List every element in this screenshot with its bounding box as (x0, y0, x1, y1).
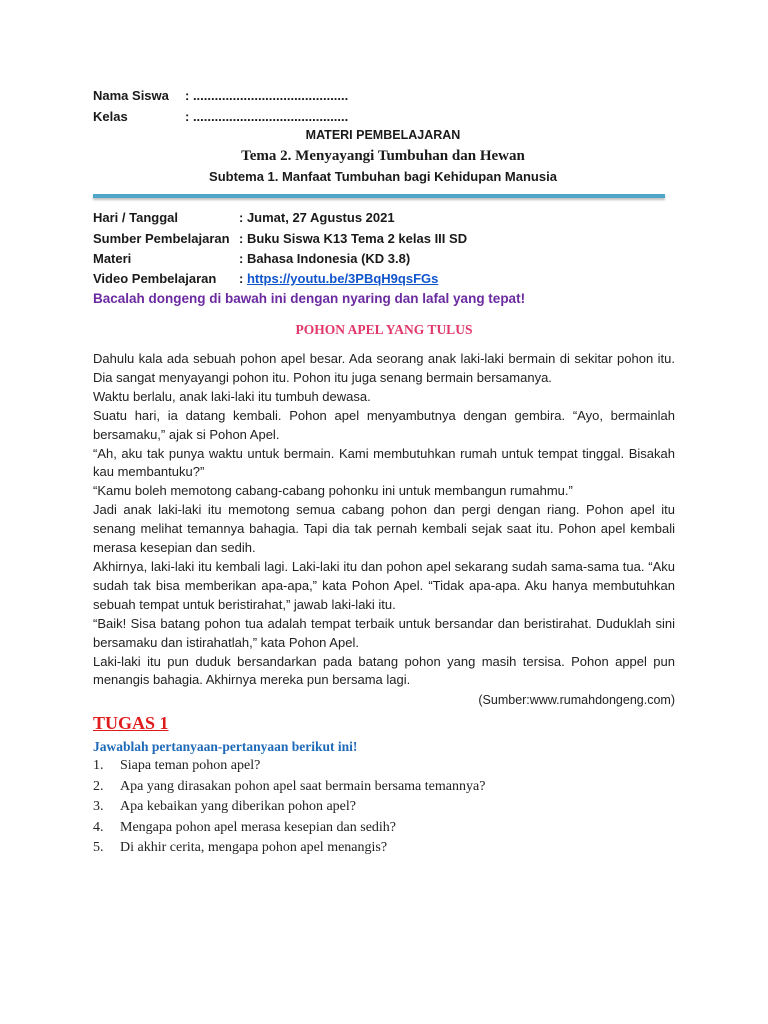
nama-siswa-row (93, 88, 348, 103)
tugas-instruction: Jawablah pertanyaan-pertanyaan berikut ini! (93, 739, 358, 754)
story-paragraph: “Ah, aku tak punya waktu untuk bermain. Kami membutuhkan rumah untuk tempat tinggal. Bisakah kau membantuku?” (93, 445, 675, 480)
question-number: 2. (93, 778, 104, 794)
info-video (93, 271, 438, 286)
info-label: Video Pembelajaran (93, 271, 217, 286)
question-item (93, 838, 485, 859)
tema-title: Tema 2. Menyayangi Tumbuhan dan Hewan (241, 148, 525, 164)
question-item (93, 818, 485, 839)
story-paragraph: Jadi anak laki-laki itu memotong semua cabang pohon dan pergi dengan riang. Pohon apel itu senang melihat temannya bahagia. Tapi dia tak pernah kembali sejak saat itu. Pohon apel kembali merasa kesepian dan sedih. (93, 502, 675, 556)
story-paragraph: “Kamu boleh memotong cabang-cabang pohonku ini untuk membangun rumahmu.” (93, 483, 573, 499)
header-divider (93, 194, 665, 198)
kelas-row (93, 109, 348, 124)
question-text: Siapa teman pohon apel? (120, 758, 261, 773)
tugas-title: TUGAS 1 (93, 713, 169, 733)
question-item (93, 797, 485, 818)
question-item (93, 756, 485, 777)
story-source: (Sumber:www.rumahdongeng.com) (478, 693, 675, 708)
info-label: Sumber Pembelajaran (93, 231, 230, 246)
story-paragraph: Akhirnya, laki-laki itu kembali lagi. Laki-laki itu dan pohon apel sekarang sudah sama-sama tua. “Aku sudah tak bisa memberikan apa-apa,” kata Pohon Apel. “Tidak apa-apa. Aku hanya membutuhkan sebuah tempat untuk beristirahat,” jawab laki-laki itu. (93, 558, 675, 612)
question-text: Di akhir cerita, mengapa pohon apel menangis? (120, 840, 388, 855)
subtema-title: Subtema 1. Manfaat Tumbuhan bagi Kehidupan Manusia (209, 169, 557, 184)
story-text (93, 350, 675, 710)
story-paragraph: Laki-laki itu pun duduk bersandarkan pada batang pohon yang masih tersisa. Pohon appel pun menangis bahagia. Akhirnya mereka pun bersama lagi. (93, 653, 675, 688)
info-hari-tanggal (93, 210, 395, 225)
story-paragraph: Suatu hari, ia datang kembali. Pohon apel menyambutnya dengan gembira. “Ayo, bermainlah bersamaku,” ajak si Pohon Apel. (93, 407, 675, 442)
info-label: Hari / Tanggal (93, 210, 178, 225)
question-text: Apa kebaikan yang diberikan pohon apel? (120, 799, 356, 814)
question-text: Apa yang dirasakan pohon apel saat bermain bersama temannya? (120, 778, 486, 794)
reading-instruction: Bacalah dongeng di bawah ini dengan nyaring dan lafal yang tepat! (93, 291, 526, 306)
info-value: : Jumat, 27 Agustus 2021 (239, 210, 395, 225)
question-number: 1. (93, 758, 104, 773)
kelas-label: Kelas (93, 109, 128, 124)
question-number: 5. (93, 840, 104, 855)
kelas-blank: : ........................................... (185, 109, 349, 124)
info-sumber (93, 231, 467, 246)
info-value: : Bahasa Indonesia (KD 3.8) (239, 251, 411, 266)
story-paragraph: “Baik! Sisa batang pohon tua adalah tempat terbaik untuk bersandar dan beristirahat. Duduklah sini bersamaku dan istirahatlah,” kata Pohon Apel. (93, 615, 675, 650)
info-value: : Buku Siswa K13 Tema 2 kelas III SD (239, 231, 468, 246)
story-paragraph: Dahulu kala ada sebuah pohon apel besar. Ada seorang anak laki-laki bermain di sekitar pohon itu. Dia sangat menyayangi pohon itu. Pohon itu juga senang bermain bersamanya. (93, 351, 675, 385)
info-label: Materi (93, 251, 132, 266)
question-item (93, 777, 485, 798)
info-separator: : (239, 271, 247, 286)
nama-siswa-blank: : ........................................... (185, 88, 349, 103)
question-number: 4. (93, 819, 104, 835)
story-paragraph: Waktu berlalu, anak laki-laki itu tumbuh dewasa. (93, 388, 371, 404)
question-number: 3. (93, 799, 104, 814)
materi-title: MATERI PEMBELAJARAN (305, 128, 461, 142)
info-materi (93, 251, 410, 266)
question-text: Mengapa pohon apel merasa kesepian dan sedih? (120, 819, 397, 835)
video-link[interactable]: https://youtu.be/3PBqH9qsFGs (246, 271, 439, 286)
story-title: POHON APEL YANG TULUS (295, 322, 473, 337)
question-list (93, 756, 485, 859)
nama-siswa-label: Nama Siswa (93, 88, 169, 103)
